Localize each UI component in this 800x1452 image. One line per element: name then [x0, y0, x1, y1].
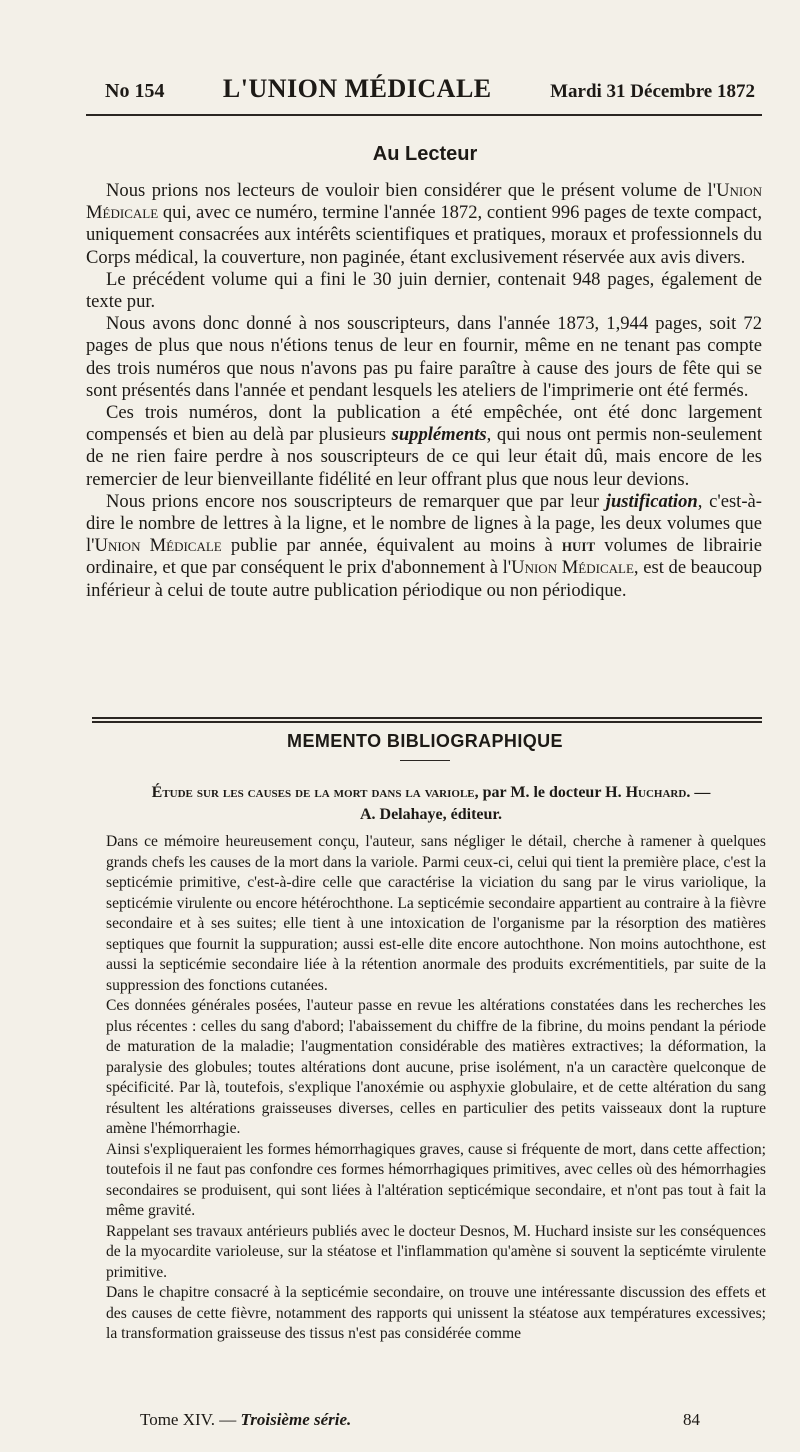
header-rule: [86, 114, 762, 116]
volume-info: Tome XIV. — Troisième série.: [140, 1410, 352, 1429]
paragraph: Le précédent volume qui a fini le 30 juin dernier, contenait 948 pages, également de texte pur.: [86, 268, 762, 313]
review-text: [106, 832, 766, 1345]
paragraph: Nous prions encore nos souscripteurs de remarquer que par leur justification, c'est-à-dire le nombre de lettres à la ligne, et le nombre de lignes à la page, les deux volumes que l'Union Médicale publie par année, équivalent au moins à huit volumes de librairie ordinaire, et que par conséquent le prix d'abonnement à l'Union Médicale, est de beaucoup inférieur à celui de toute autre publication périodique ou non périodique.: [86, 490, 763, 601]
issue-number: No 154: [105, 80, 165, 102]
page-number: 84: [683, 1410, 700, 1429]
journal-title: L'UNION MÉDICALE: [222, 74, 492, 103]
paragraph: Dans le chapitre consacré à la septicémie secondaire, on trouve une intéressante discussion des effets et des causes de cette fièvre, notamment des rapports qui unissent la stéatose aux températures excessives; la transformation graisseuse des tissus n'est pas considérée comme: [106, 1284, 766, 1342]
short-rule: [400, 760, 450, 761]
paragraph: Nous avons donc donné à nos souscripteurs, dans l'année 1873, 1,944 pages, soit 72 pages de plus que nous n'étions tenus de leur en fournir, même en ne tenant pas compte des trois numéros que nous n'avons pas pu faire paraître à cause des jours de fête qui se sont présentés dans l'année et pendant lesquels les ateliers de l'imprimerie ont été fermés.: [86, 313, 762, 401]
paragraph: Ainsi s'expliqueraient les formes hémorrhagiques graves, cause si fréquente de mort, dans cette affection; toutefois il ne faut pas confondre ces formes hémorrhagiques primitives, avec celles où des hémorrhagies secondaires se produisent, qui sont liées à l'altération septicémique secondaire, et n'ont pas tout à fait la même gravité.: [106, 1140, 766, 1219]
issue-date: Mardi 31 Décembre 1872: [550, 81, 755, 102]
section-title-au-lecteur: Au Lecteur: [372, 143, 478, 165]
section-divider: [92, 717, 762, 723]
au-lecteur-text: [86, 180, 762, 602]
paragraph: Ces données générales posées, l'auteur passe en revue les altérations constatées dans les recherches les plus récentes : celles du sang d'abord; l'abaissement du chiffre de la fibrine, du moins pendant la période de maturation de la maladie; l'augmentation considérable des matières extractives; la déformation, la paralysie des globules; toutes altérations dont aucune, prise isolément, n'a un caractère quelconque de spécificité. Par là, toutefois, s'explique l'anoxémie ou asphyxie globulaire, et de cette altération du sang résultent les altérations graisseuses diverses, celles en particulier des petits vaisseaux dont la rupture amène l'hémorrhagie.: [106, 997, 766, 1137]
section-title-memento: MEMENTO BIBLIOGRAPHIQUE: [287, 731, 563, 751]
page-footer: [140, 1410, 700, 1434]
paragraph: Dans ce mémoire heureusement conçu, l'auteur, sans négliger le détail, cherche à ramener à quelques grands chefs les causes de la mort dans la variole. Parmi ceux-ci, celui qui tient la première place, c'est la septicémie primitive, c'est-à-dire celle que caractérise la viciation du sang par le virus variolique, la septicémie virulente ou encore hétérochthone. La septicémie secondaire appartient au contraire à la fièvre secondaire et à ses suites; elle tient à une intoxication de l'organisme par la résorption des matières septiques que fournit la suppuration; aussi est-elle dite encore autochthone. Non moins autochthone, est aussi la septicémie secondaire liée à la rétention anormale des produits excrémentitiels, par suite de la suppression des fonctions cutanées.: [106, 833, 766, 994]
paragraph: Nous prions nos lecteurs de vouloir bien considérer que le présent volume de l'Union Médicale qui, avec ce numéro, termine l'année 1872, contient 996 pages de texte compact, uniquement consacrées aux intérêts scientifiques et pratiques, moraux et professionnels du Corps médical, la couverture, non paginée, étant exclusivement réservée aux avis divers.: [86, 180, 762, 268]
paragraph: Rappelant ses travaux antérieurs publiés avec le docteur Desnos, M. Huchard insiste sur les conséquences de la myocardite varioleuse, sur la stéatose et l'inflammation qu'amène si souvent la septicémte virulente primitive.: [106, 1222, 766, 1281]
book-reference: Étude sur les causes de la mort dans la variole, par M. le docteur H. Huchard. — A. Delahaye, éditeur.: [151, 784, 711, 823]
masthead: [105, 74, 755, 104]
paragraph: Ces trois numéros, dont la publication a été empêchée, ont été donc largement compensés et bien au delà par plusieurs suppléments, qui nous ont permis non-seulement de ne rien faire perdre à nos souscripteurs de ce qui leur était dû, mais encore de les remercier de leur bienveillante fidélité en leur offrant plus que nous leur devions.: [86, 402, 763, 490]
